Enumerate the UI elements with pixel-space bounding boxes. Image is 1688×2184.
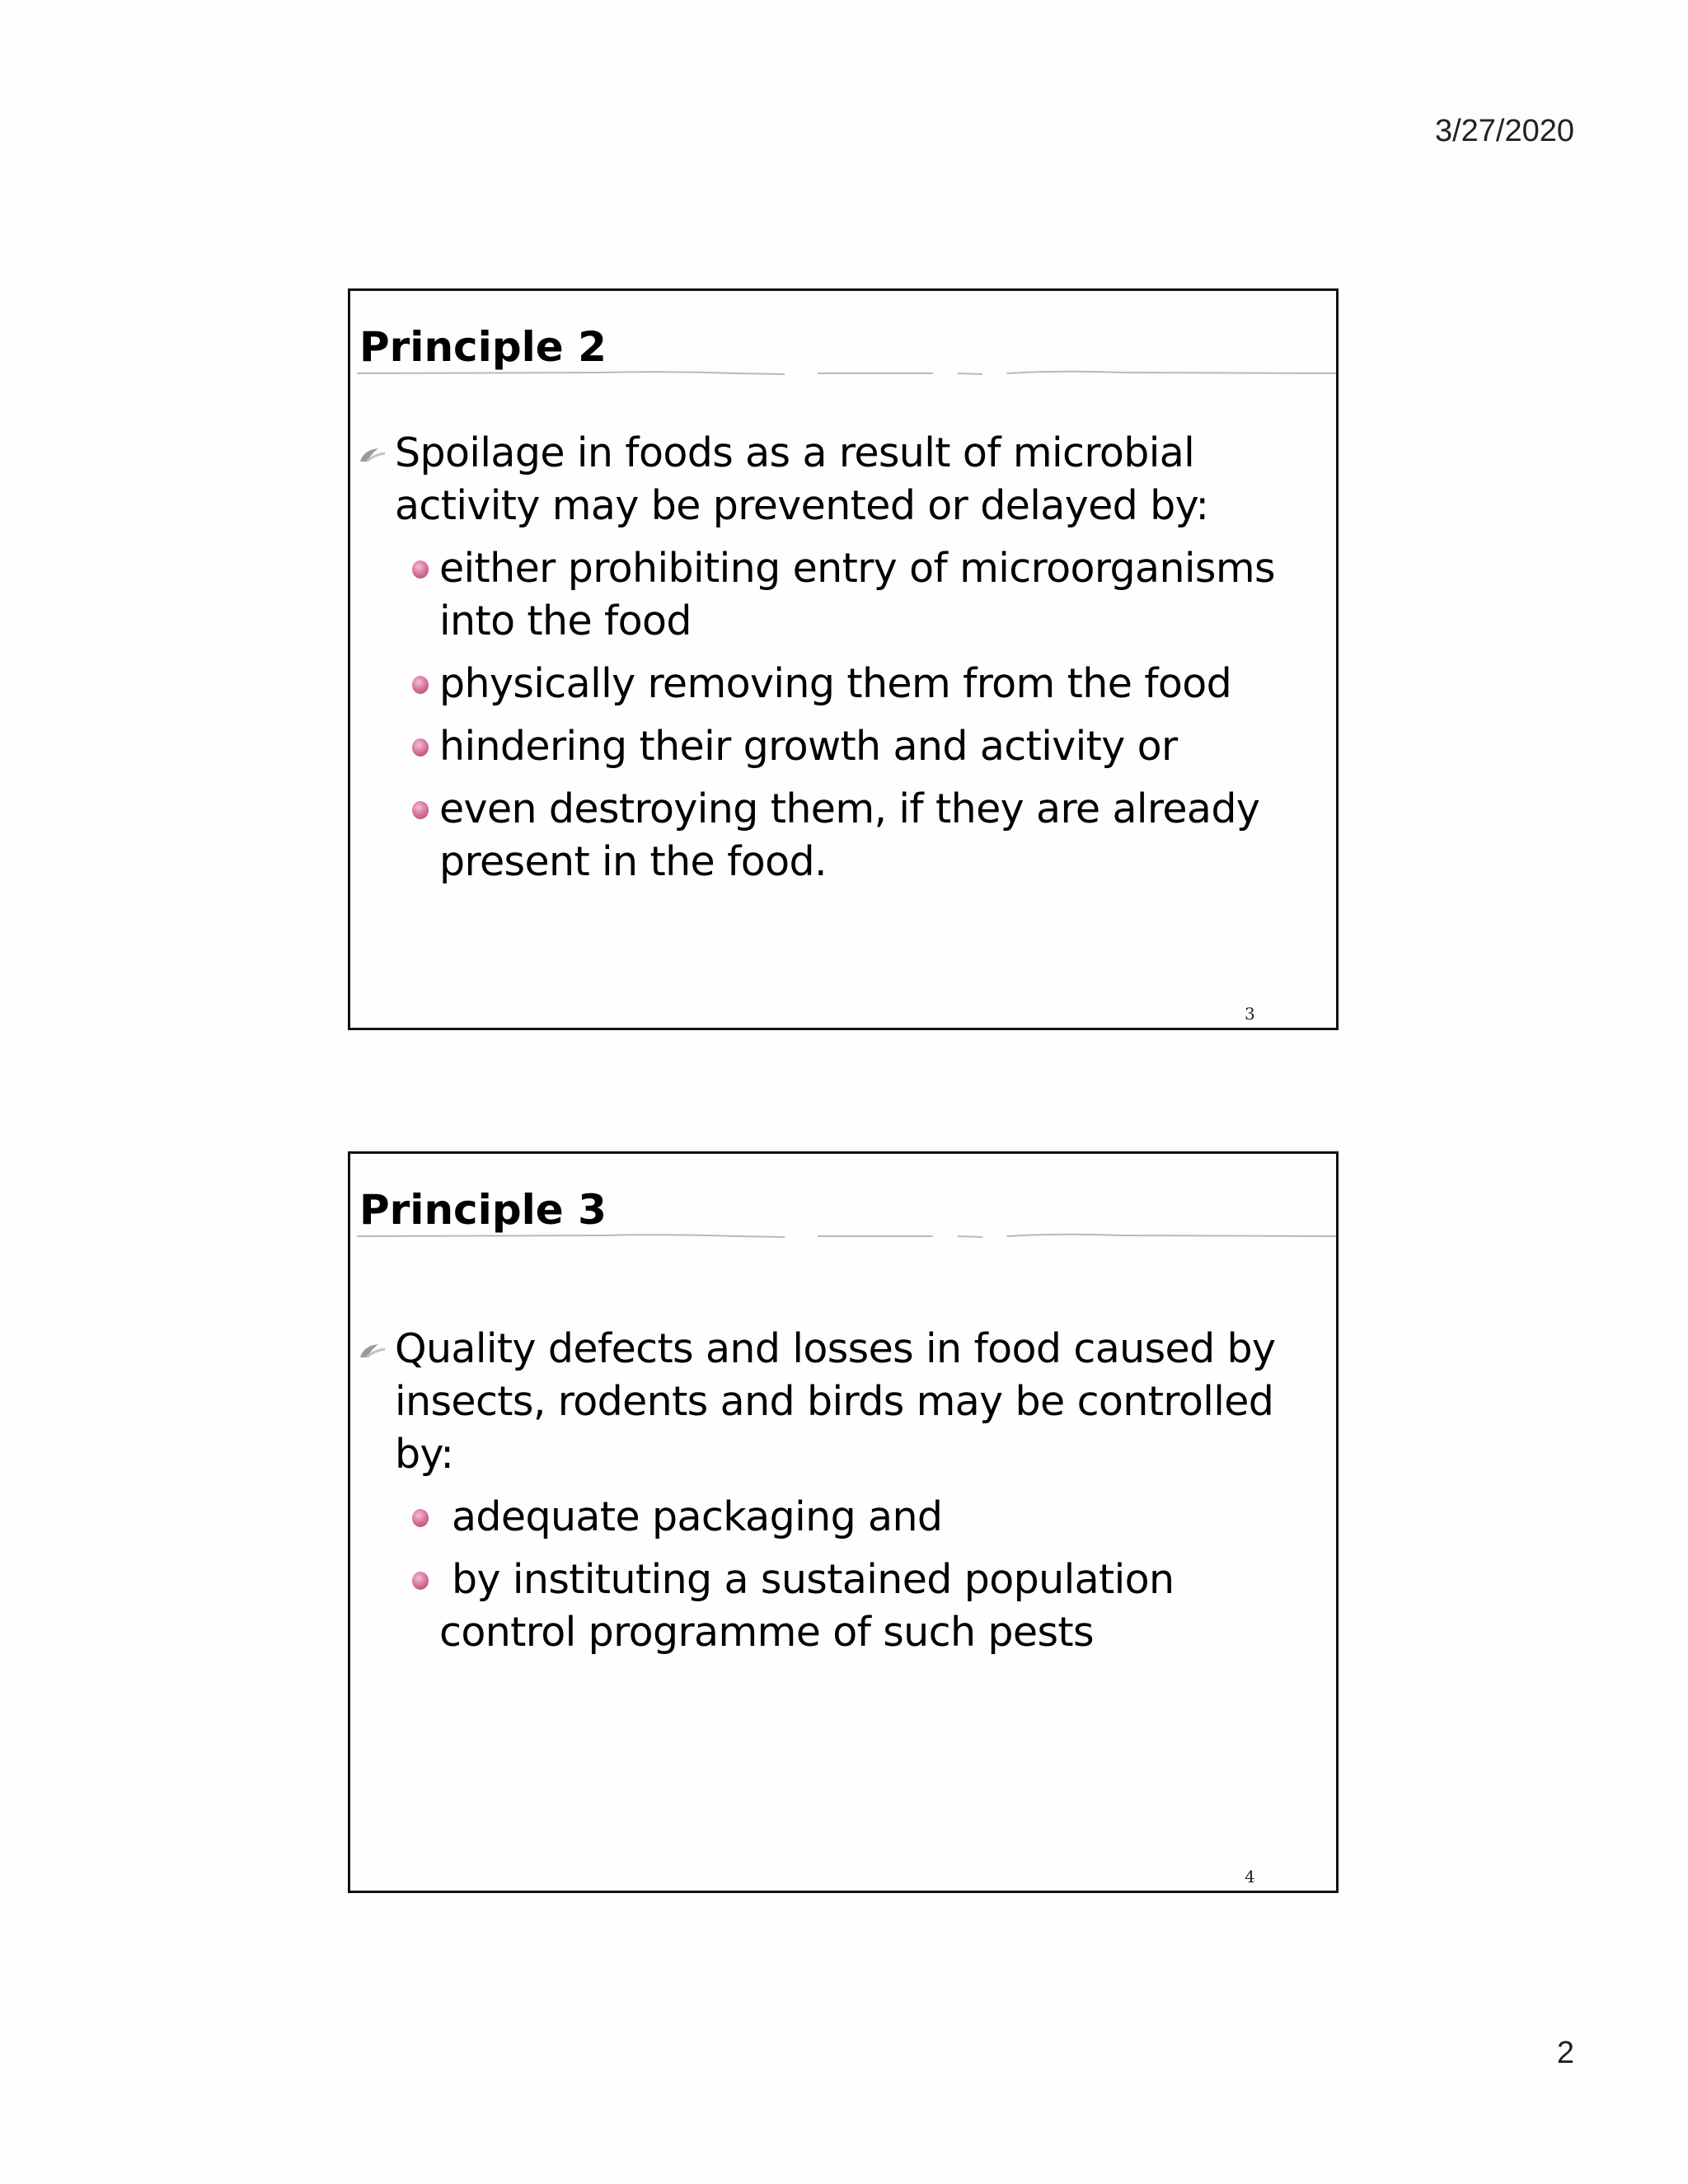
pink-bullet-icon — [412, 801, 429, 819]
list-item — [350, 783, 1336, 888]
slide-title: Principle 3 — [359, 1186, 607, 1234]
point-text: Quality defects and losses in food caused by insects, rodents and birds may be controlled by: — [395, 1325, 1276, 1478]
page-number: 2 — [1556, 2036, 1574, 2070]
page-date: 3/27/2020 — [1434, 114, 1574, 148]
list-item-text: adequate packaging and — [439, 1493, 943, 1540]
slide-body — [350, 1323, 1336, 1669]
list-item — [350, 658, 1336, 710]
slide-title: Principle 2 — [359, 323, 607, 371]
title-underline — [357, 367, 1336, 380]
pink-bullet-icon — [412, 738, 429, 757]
pink-bullet-icon — [412, 560, 429, 579]
main-point — [350, 427, 1336, 532]
pink-bullet-icon — [412, 676, 429, 694]
list-item-text: either prohibiting entry of microorganisms into the food — [439, 545, 1275, 644]
pink-bullet-icon — [412, 1509, 429, 1527]
slide-4 — [348, 1151, 1339, 1893]
list-item — [350, 1554, 1336, 1659]
list-item-text: by instituting a sustained population control programme of such pests — [439, 1556, 1187, 1656]
list-item-text: physically removing them from the food — [439, 660, 1232, 707]
list-item-text: hindering their growth and activity or — [439, 723, 1178, 770]
slide-number: 3 — [1245, 1004, 1255, 1024]
slide-number: 4 — [1245, 1867, 1255, 1886]
sub-list — [350, 1491, 1336, 1659]
leaf-icon — [357, 445, 390, 465]
title-underline — [357, 1230, 1336, 1243]
main-point — [350, 1323, 1336, 1481]
point-text: Spoilage in foods as a result of microbial activity may be prevented or delayed by: — [395, 429, 1209, 529]
list-item-text: even destroying them, if they are already present in the food. — [439, 785, 1260, 885]
slide-3 — [348, 288, 1339, 1030]
leaf-icon — [357, 1341, 390, 1361]
list-item — [350, 1491, 1336, 1544]
list-item — [350, 720, 1336, 773]
sub-list — [350, 542, 1336, 888]
pink-bullet-icon — [412, 1572, 429, 1590]
list-item — [350, 542, 1336, 648]
slide-body — [350, 427, 1336, 898]
